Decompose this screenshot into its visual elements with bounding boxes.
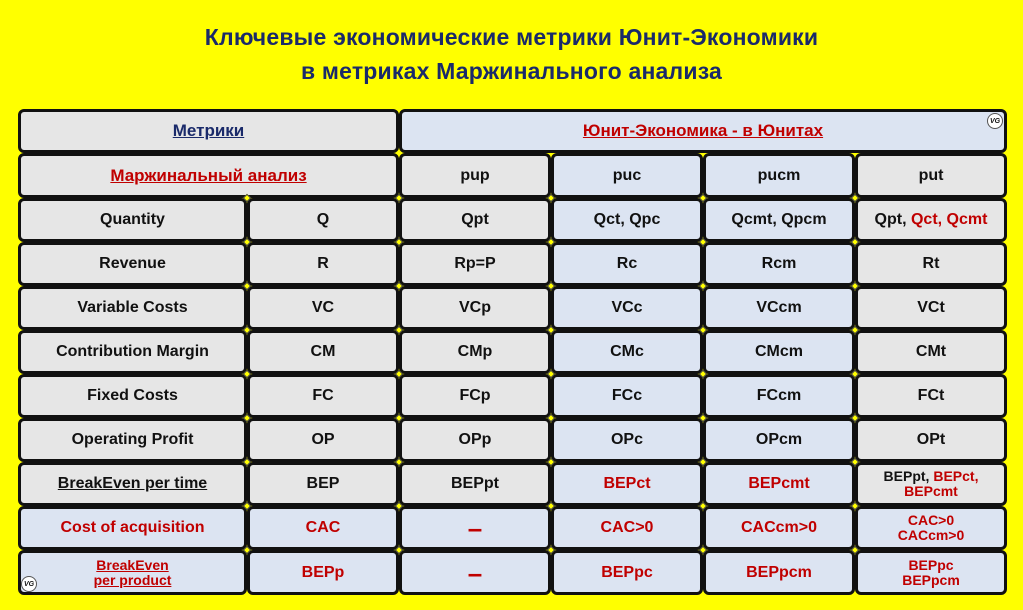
cell-cost-of-acquisition-puc: CAC>0 [551,506,703,550]
cell-contribution-margin-pucm: CMcm [703,330,855,374]
row-name-cost-of-acquisition: Cost of acquisition [18,506,247,550]
cell-revenue-put: Rt [855,242,1007,286]
cell-breakeven-per-product-pup: – [399,550,551,595]
vg-logo-bottom: VG [21,576,37,592]
header-margin-analysis-label: Маржинальный анализ [110,165,307,185]
cell-operating-profit-pucm: OPcm [703,418,855,462]
cell-breakeven-per-time-pup: BEPpt [399,462,551,506]
vg-logo-top: VG [987,113,1003,129]
cell-breakeven-per-time-puc: BEPct [551,462,703,506]
header-margin-analysis [18,153,399,198]
row-name-fixed-costs: Fixed Costs [18,374,247,418]
cell-contribution-margin-put: CMt [855,330,1007,374]
cell-operating-profit-puc: OPc [551,418,703,462]
header-metrics [18,109,399,153]
row-name-operating-profit: Operating Profit [18,418,247,462]
cell-variable-costs-pucm: VCcm [703,286,855,330]
row-name-revenue: Revenue [18,242,247,286]
cell-fixed-costs-pup: FCp [399,374,551,418]
cell-cost-of-acquisition-pup: – [399,506,551,550]
row-sym-operating-profit: OP [247,418,399,462]
cell-contribution-margin-pup: CMp [399,330,551,374]
cell-variable-costs-puc: VCc [551,286,703,330]
cell-fixed-costs-put: FCt [855,374,1007,418]
row-sym-quantity: Q [247,198,399,242]
cell-breakeven-per-time-put: BEPpt, BEPct, BEPcmt [855,462,1007,506]
cell-revenue-pup: Rp=P [399,242,551,286]
row-sym-cost-of-acquisition: CAC [247,506,399,550]
cell-breakeven-per-product-pucm: BEPpcm [703,550,855,595]
cell-variable-costs-put: VCt [855,286,1007,330]
row-name-contribution-margin: Contribution Margin [18,330,247,374]
page-title [0,20,1023,88]
cell-revenue-pucm: Rcm [703,242,855,286]
row-sym-fixed-costs: FC [247,374,399,418]
title-line-2: в метриках Маржинального анализа [300,58,723,84]
col-header-pup: pup [399,153,551,198]
cell-quantity-put: Qpt, Qct, Qcmt [855,198,1007,242]
row-name-quantity: Quantity [18,198,247,242]
row-name-breakeven-per-product: BreakEven per product [18,550,247,595]
cell-operating-profit-put: OPt [855,418,1007,462]
cell-operating-profit-pup: OPp [399,418,551,462]
cell-breakeven-per-product-put: BEPpc BEPpcm [855,550,1007,595]
row-sym-contribution-margin: CM [247,330,399,374]
col-header-put: put [855,153,1007,198]
row-name-variable-costs: Variable Costs [18,286,247,330]
cell-revenue-puc: Rc [551,242,703,286]
cell-breakeven-per-time-pucm: BEPcmt [703,462,855,506]
row-sym-breakeven-per-product: BEPp [247,550,399,595]
title-line-1: Ключевые экономические метрики Юнит-Экономики [204,24,819,50]
header-unit-economics-label: Юнит-Экономика - в Юнитах [582,121,824,140]
cell-breakeven-per-product-puc: BEPpc [551,550,703,595]
row-sym-breakeven-per-time: BEP [247,462,399,506]
cell-quantity-pucm: Qcmt, Qpcm [703,198,855,242]
cell-quantity-puc: Qct, Qpc [551,198,703,242]
cell-contribution-margin-puc: CMc [551,330,703,374]
col-header-pucm: pucm [703,153,855,198]
row-name-breakeven-per-time: BreakEven per time [18,462,247,506]
cell-cost-of-acquisition-pucm: CACcm>0 [703,506,855,550]
header-metrics-label: Метрики [172,121,245,140]
cell-fixed-costs-pucm: FCcm [703,374,855,418]
cell-variable-costs-pup: VCp [399,286,551,330]
cell-fixed-costs-puc: FCc [551,374,703,418]
cell-cost-of-acquisition-put: CAC>0 CACcm>0 [855,506,1007,550]
cell-quantity-pup: Qpt [399,198,551,242]
col-header-puc: puc [551,153,703,198]
header-unit-economics [399,109,1007,153]
row-sym-variable-costs: VC [247,286,399,330]
row-sym-revenue: R [247,242,399,286]
